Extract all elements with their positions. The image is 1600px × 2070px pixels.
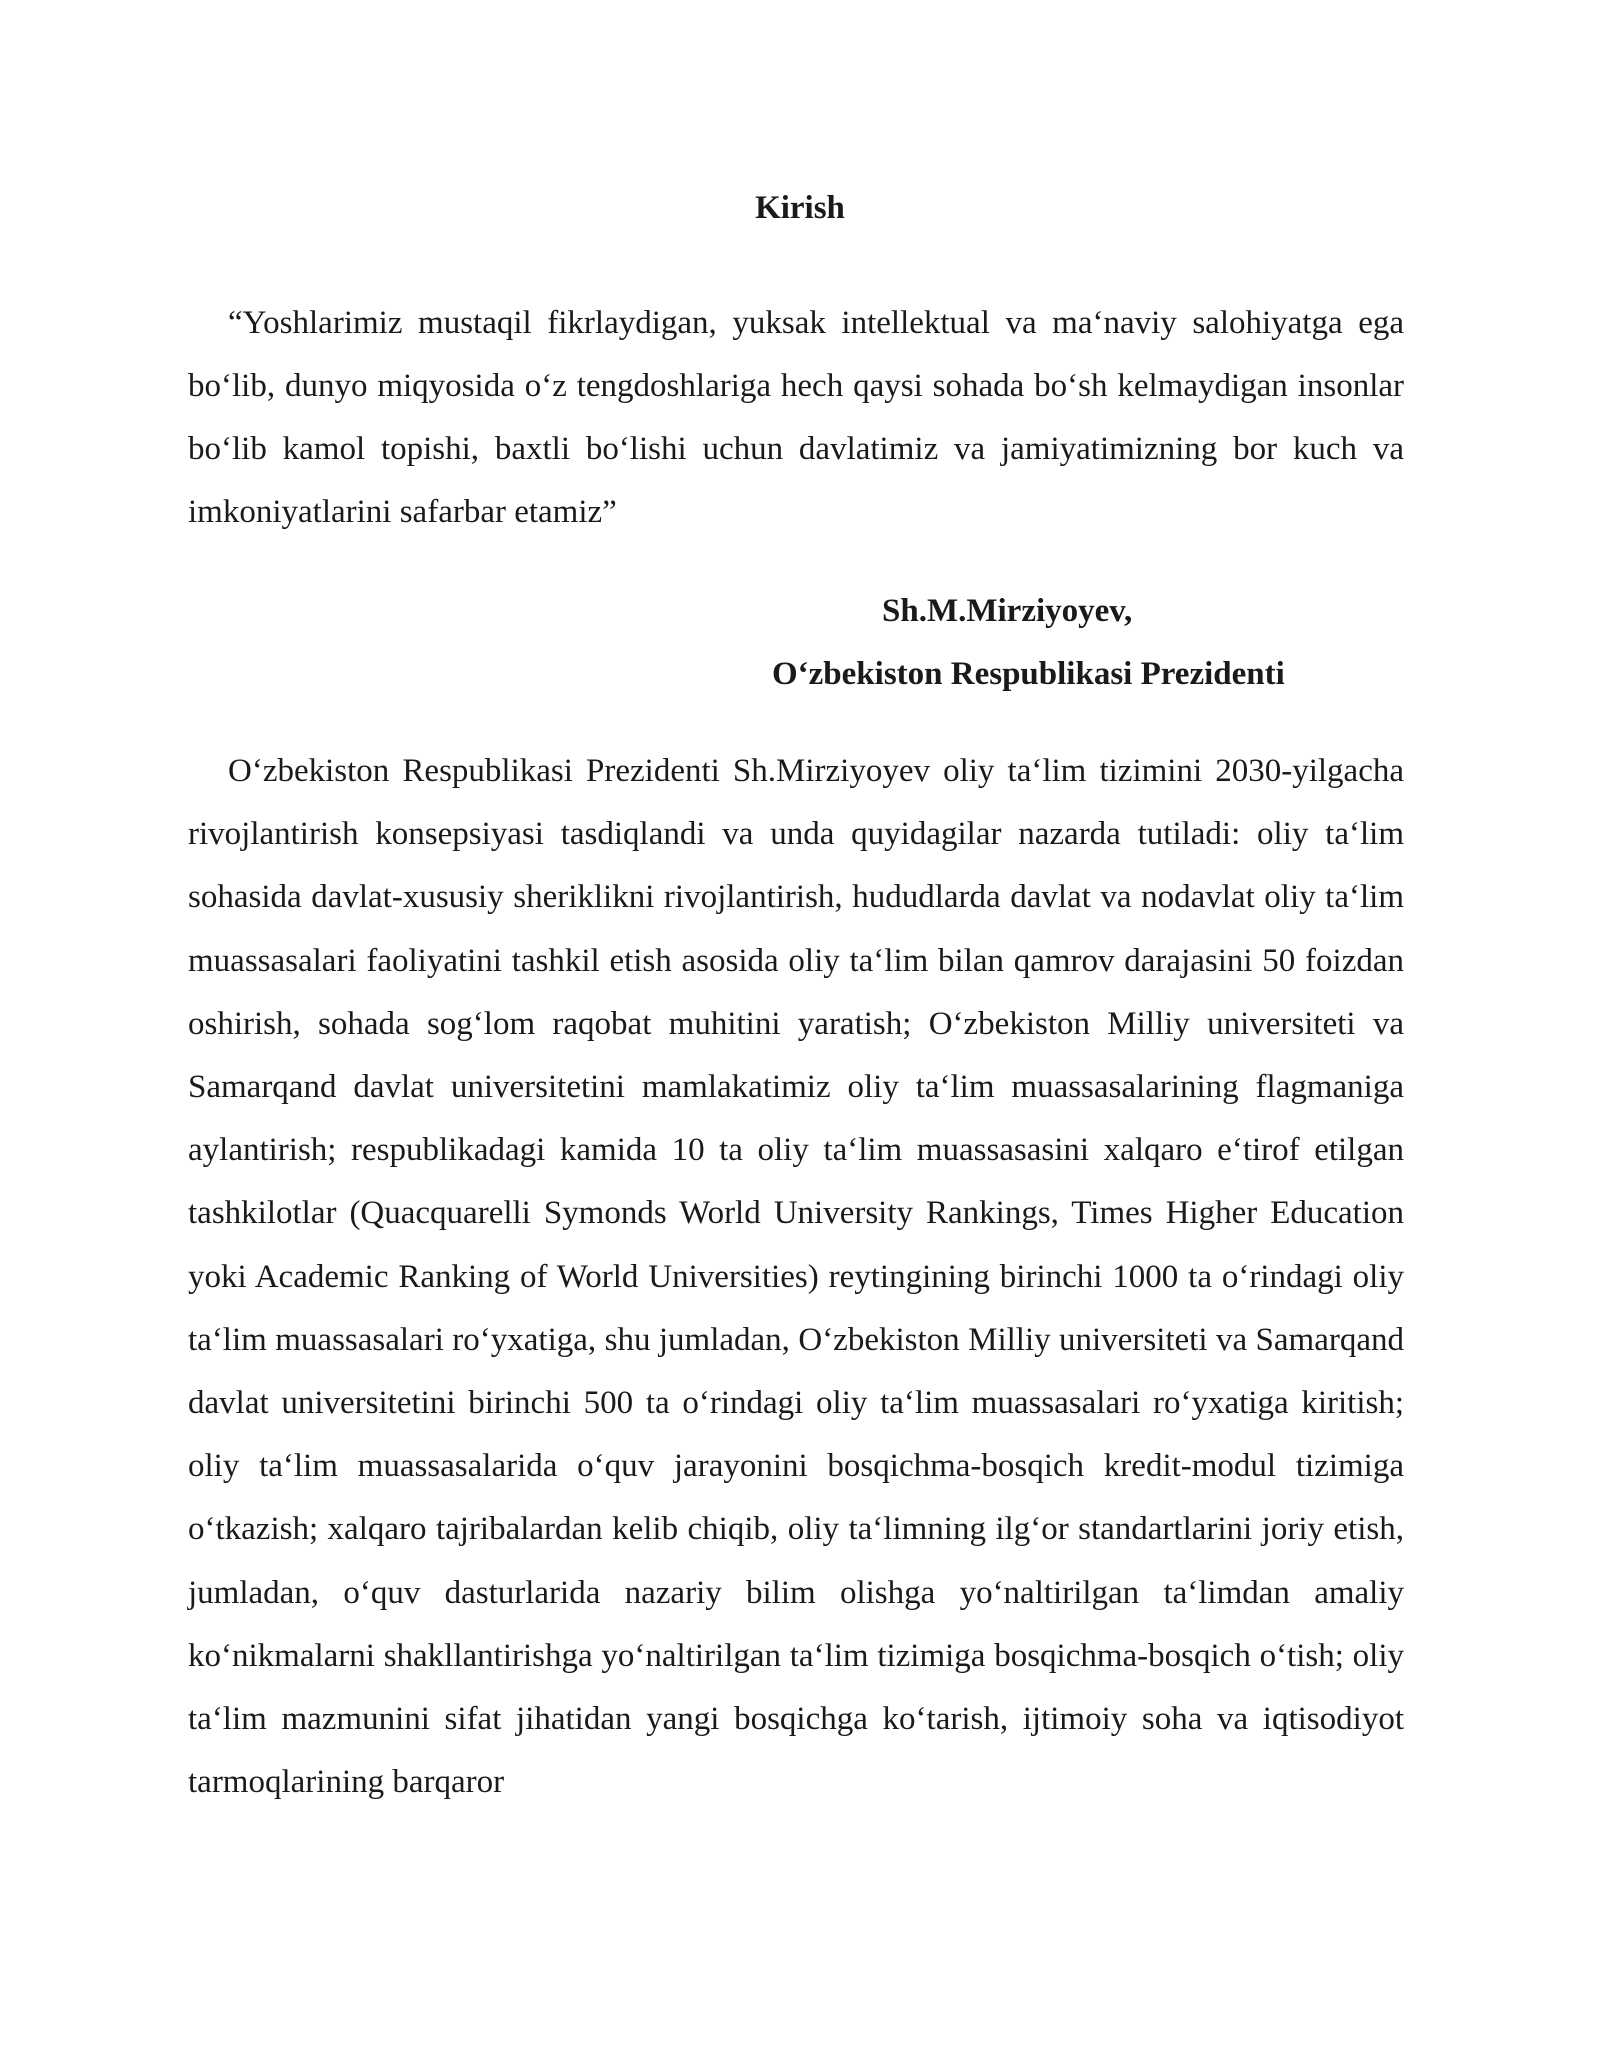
page-title: Kirish [755,190,845,226]
attribution-position: O‘zbekiston Respublikasi Prezidenti [772,656,1285,692]
epigraph-attribution [0,580,1600,706]
attribution-name: Sh.M.Mirziyoyev, [882,593,1133,629]
epigraph-quote: “Yoshlarimiz mustaqil fikrlaydigan, yuksak intellektual va ma‘naviy salohiyatga ega bo‘lib, dunyo miqyosida o‘z tengdoshlariga hech qaysi sohada bo‘sh kelmaydigan insonlar bo‘lib kamol topishi, baxtli bo‘lishi uchun davlatimiz va jamiyatimizning bor kuch va imkoniyatlarini safarbar etamiz” [188,305,1404,530]
body-paragraph: O‘zbekiston Respublikasi Prezidenti Sh.Mirziyoyev oliy ta‘lim tizimini 2030-yilgacha rivojlantirish konsepsiyasi tasdiqlandi va unda quyidagilar nazarda tutiladi: oliy ta‘lim sohasida davlat-xususiy sheriklikni rivojlantirish, hududlarda davlat va nodavlat oliy ta‘lim muassasalari faoliyatini tashkil etish asosida oliy ta‘lim bilan qamrov darajasini 50 foizdan oshirish, sohada sog‘lom raqobat muhitini yaratish; O‘zbekiston Milliy universiteti va Samarqand davlat universitetini mamlakatimiz oliy ta‘lim muassasalarining flagmaniga aylantirish; respublikadagi kamida 10 ta oliy ta‘lim muassasasini xalqaro e‘tirof etilgan tashkilotlar (Quacquarelli Symonds World University Rankings, Times Higher Education yoki Academic Ranking of World Universities) reytingining birinchi 1000 ta o‘rindagi oliy ta‘lim muassasalari ro‘yxatiga, shu jumladan, O‘zbekiston Milliy universiteti va Samarqand davlat universitetini birinchi 500 ta o‘rindagi oliy ta‘lim muassasalari ro‘yxatiga kiritish; oliy ta‘lim muassasalarida o‘quv jarayonini bosqichma-bosqich kredit-modul tizimiga o‘tkazish; xalqaro tajribalardan kelib chiqib, oliy ta‘limning ilg‘or standartlarini joriy etish, jumladan, o‘quv dasturlarida nazariy bilim olishga yo‘naltirilgan ta‘limdan amaliy ko‘nikmalarni shakllantirishga yo‘naltirilgan ta‘lim tizimiga bosqichma-bosqich o‘tish; oliy ta‘lim mazmunini sifat jihatidan yangi bosqichga ko‘tarish, ijtimoiy soha va iqtisodiyot tarmoqlarining barqaror [188,753,1404,1801]
